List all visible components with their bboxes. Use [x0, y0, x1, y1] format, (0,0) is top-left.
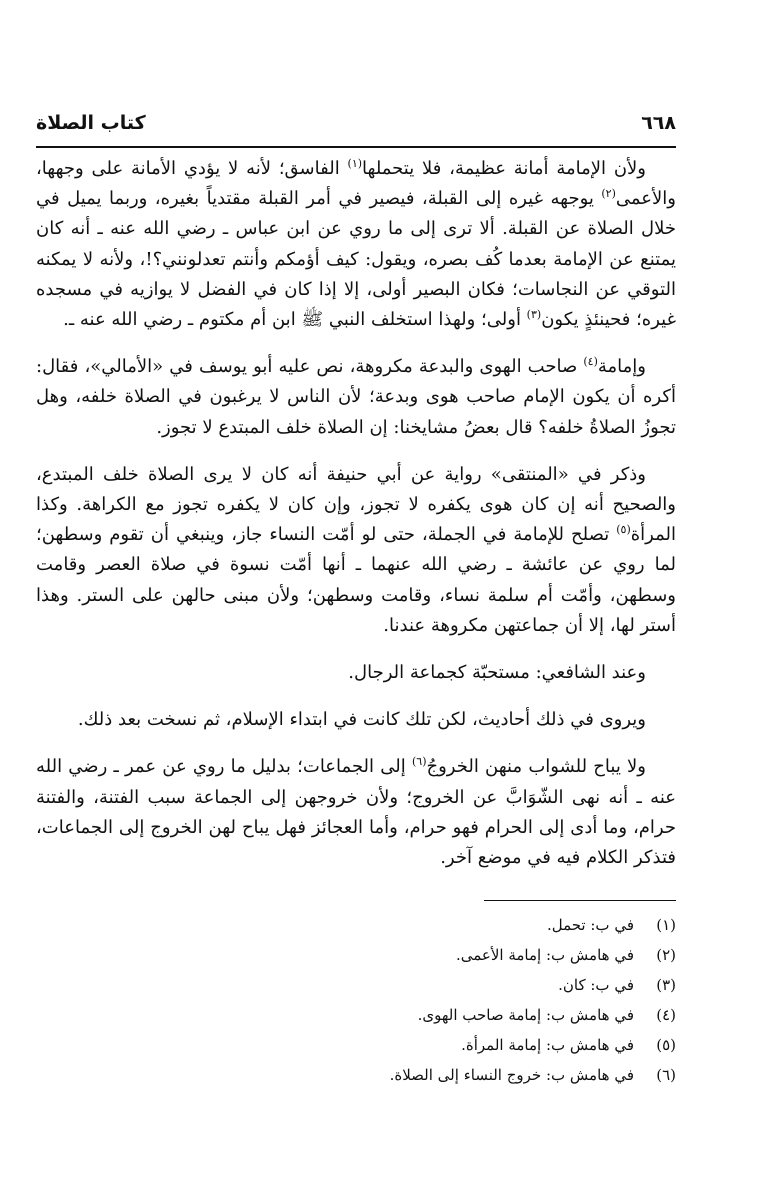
paragraph-text: أولى؛ ولهذا استخلف النبي ﷺ ابن أم مكتوم ـ رضي الله عنه ـ.	[63, 309, 527, 331]
running-header	[36, 112, 676, 134]
paragraph-text: صاحب الهوى والبدعة مكروهة، نص عليه أبو يوسف في «الأمالي»، فقال: أكره أن يكون الإمام صاحب هوى وبدعة؛ لأن الناس لا يرغبون في الصلاة خلفه، وهل تجوزُ الصلاةُ خلفه؟ قال بعضُ مشايخنا: إن الصلاة خلف المبتدع لا تجوز.	[36, 356, 676, 438]
footnote-text: في هامش ب: إمامة صاحب الهوى.	[417, 1006, 634, 1024]
footnote-marker: (٣)	[526, 308, 542, 322]
footnote-number: (٣)	[656, 976, 676, 994]
footnotes-list	[36, 910, 676, 1090]
paragraph-text: وإمامة	[597, 356, 646, 378]
footnote	[36, 1060, 676, 1090]
footnote	[36, 970, 676, 1000]
footnote-marker: (١)	[347, 157, 363, 170]
paragraph-text: الفاسق؛ لأنه لا يؤدي الأمانة على وجهها، والأعمى	[36, 158, 676, 210]
book-title: كتاب الصلاة	[36, 112, 146, 134]
footnote-text: في ب: تحمل.	[546, 916, 634, 934]
footnote-number: (٦)	[656, 1066, 676, 1084]
footnote-text: في هامش ب: خروج النساء إلى الصلاة.	[389, 1066, 634, 1084]
footnote	[36, 1030, 676, 1060]
footnote	[36, 940, 676, 970]
paragraph	[36, 352, 676, 443]
main-text	[36, 154, 676, 890]
footnote	[36, 910, 676, 940]
paragraph-text: إلى الجماعات؛ بدليل ما روي عن عمر ـ رضي الله عنه ـ أنه نهى الشّوَابَّ عن الخروج؛ ولأن خروجهن إلى الجماعة سبب الفتنة، والفتنة حرام، وما أدى إلى الحرام فهو حرام، وأما العجائز فهل يباح لهن الخروج إلى الجماعات، فتذكر الكلام فيه في موضع آخر.	[36, 756, 676, 869]
footnote-marker: (٤)	[583, 355, 598, 369]
paragraph	[36, 154, 676, 335]
footnote-marker: (٦)	[411, 755, 427, 769]
paragraph	[36, 460, 676, 641]
footnote-number: (٤)	[656, 1006, 676, 1024]
paragraph-text: تصلح للإمامة في الجملة، حتى لو أمّت النساء جاز، وينبغي أن تقوم وسطهن؛ لما روي عن عائشة ـ رضي الله عنهما ـ أنها أمّت نسوة في صلاة العصر وقامت وسطهن، وأمّت أم سلمة نساء، وقامت وسطهن؛ ولأن مبنى حالهن على الستر. وهذا أستر لها، إلا أن جماعتهن مكروهة عندنا.	[36, 524, 676, 636]
header-rule	[36, 146, 676, 148]
footnote-text: في هامش ب: إمامة الأعمى.	[455, 946, 634, 964]
paragraph	[36, 658, 676, 688]
footnote-text: في هامش ب: إمامة المرأة.	[461, 1036, 634, 1054]
footnote	[36, 1000, 676, 1030]
paragraph-text: وعند الشافعي: مستحبّة كجماعة الرجال.	[348, 662, 646, 684]
paragraph-text: يوجهه غيره إلى القبلة، فيصير في أمر القبلة مقتدياً بغيره، وربما يميل في خلال الصلاة عن القبلة. ألا ترى إلى ما روي عن ابن عباس ـ رضي الله عنه ـ أنه كان يمتنع عن الإمامة بعدما كُف بصره، ويقول: كيف أؤمكم وأنتم تعدلونني؟!، ولأنه لا يمكنه التوقي عن النجاسات؛ فكان البصير أولى، إلا إذا كان في الفضل لا يوازيه في مسجده غيره؛ فحينئذٍ يكون	[36, 188, 676, 331]
paragraph-text: ولأن الإمامة أمانة عظيمة، فلا يتحملها	[362, 158, 646, 179]
footnote-number: (٥)	[656, 1036, 676, 1054]
paragraph	[36, 705, 676, 735]
footnote-marker: (٥)	[616, 523, 631, 537]
footnote-marker: (٢)	[601, 187, 616, 201]
paragraph-text: ولا يباح للشواب منهن الخروجُ	[426, 756, 646, 778]
paragraph-text: وذكر في «المنتقى» رواية عن أبي حنيفة أنه كان لا يرى الصلاة خلف المبتدع، والصحيح أنه إن كان هوى يكفره لا تجوز، وإن كان لا يكفره تجوز مع الكراهة. وكذا المرأة	[36, 463, 676, 546]
footnote-rule	[484, 900, 676, 901]
paragraph	[36, 752, 676, 873]
footnote-number: (٢)	[656, 946, 676, 964]
footnote-number: (١)	[656, 916, 676, 934]
page-number: ٦٦٨	[641, 112, 676, 134]
footnote-text: في ب: كان.	[558, 976, 634, 994]
paragraph-text: ويروى في ذلك أحاديث، لكن تلك كانت في ابتداء الإسلام، ثم نسخت بعد ذلك.	[77, 709, 646, 731]
